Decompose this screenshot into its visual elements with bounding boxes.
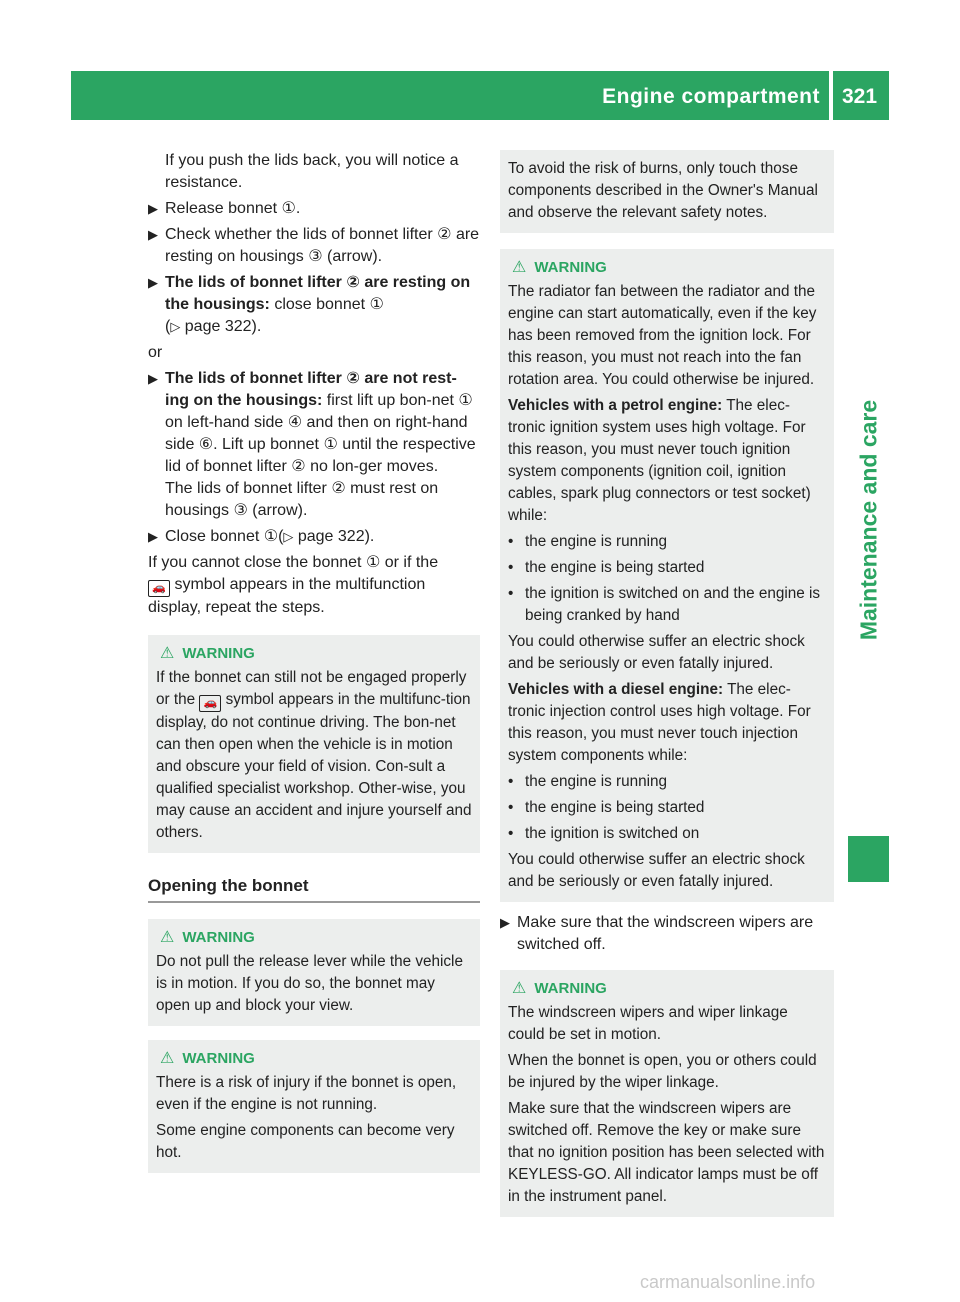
warning-triangle-icon: ⚠ xyxy=(512,980,527,997)
warning-triangle-icon: ⚠ xyxy=(160,1050,175,1067)
list-item: • the engine is running xyxy=(508,771,826,793)
watermark: carmanualsonline.info xyxy=(640,1272,816,1292)
step-arrow-icon: ▶ xyxy=(148,529,158,544)
warning-box-bonnet-engage xyxy=(148,635,480,853)
page-reference[interactable]: page 322). xyxy=(180,318,262,335)
callout-2: ② xyxy=(346,274,360,291)
bullet-icon: • xyxy=(508,585,514,602)
callout-3: ③ xyxy=(308,248,323,265)
list-item: • the engine is being started xyxy=(508,557,826,579)
step-close-bonnet: ▶ Close bonnet ①(▷ page 322). xyxy=(148,526,480,548)
warning-text: If the bonnet can still not be engaged properly or the 🚗 symbol appears in the multifunc-tion display, do not continue driving. The bon-net can then open when the vehicle is in motion and obscure your field of vision. Con-sult a qualified specialist workshop. Other-wise, you may cause an accident and injure yourself and others. xyxy=(156,669,472,841)
intro-text: If you push the lids back, you will notice a resistance. xyxy=(165,152,459,191)
warning-text: The radiator fan between the radiator and the engine can start automatically, even if the key has been removed from the ignition lock. For this reason, you must not reach into the fan rotation area. You could otherwise be injured. xyxy=(508,283,817,388)
page-number: 321 xyxy=(842,85,878,108)
list-item: • the ignition is switched on xyxy=(508,823,826,845)
step-release-bonnet: ▶ Release bonnet ①. xyxy=(148,198,480,220)
callout-2: ② xyxy=(331,480,346,497)
warning-text: You could otherwise suffer an electric shock and be seriously or even fatally injured. xyxy=(508,851,805,890)
callout-1: ① xyxy=(281,200,296,217)
step-arrow-icon: ▶ xyxy=(148,275,158,290)
warning-box-release-lever xyxy=(148,919,480,1026)
note-text: To avoid the risk of burns, only touch those components described in the Owner's Manual and observe the relevant safety notes. xyxy=(508,160,818,221)
right-column xyxy=(500,150,834,1227)
bullet-icon: • xyxy=(508,799,514,816)
callout-1: ① xyxy=(323,436,338,453)
warning-text: There is a risk of injury if the bonnet is open, even if the engine is not running. xyxy=(156,1074,457,1113)
step-lids-not-resting: ▶ The lids of bonnet lifter ② are not rest-ing on the housings: first lift up bon-net ① on left-hand side ④ and then on right-hand side ⑥. Lift up bonnet ① until the respective lid of bonnet lifter ② no lon-ger moves. The lids of bonnet lifter ② must rest on housings ③ (arrow). xyxy=(148,368,480,522)
warning-triangle-icon: ⚠ xyxy=(512,259,527,276)
page-reference[interactable]: page 322). xyxy=(293,528,375,545)
header-separator xyxy=(829,71,833,120)
step-check-lids: ▶ Check whether the lids of bonnet lifter ② are resting on housings ③ (arrow). xyxy=(148,224,480,268)
warning-text: Vehicles with a petrol engine: The elec-tronic ignition system uses high voltage. For this reason, you must never touch ignition system components (ignition coil, ignition cables, spark plug connectors or test socket) while: xyxy=(508,397,811,524)
list-item: • the engine is running xyxy=(508,531,826,553)
warning-text: Some engine components can become very hot. xyxy=(156,1122,455,1161)
bullet-icon: • xyxy=(508,773,514,790)
page-ref-arrow-icon: ▷ xyxy=(170,319,181,334)
warning-text: When the bonnet is open, you or others could be injured by the wiper linkage. xyxy=(508,1052,817,1091)
step-arrow-icon: ▶ xyxy=(148,371,158,386)
callout-3: ③ xyxy=(233,502,248,519)
list-item: • the ignition is switched on and the engine is being cranked by hand xyxy=(508,585,821,624)
warning-heading: ⚠ WARNING xyxy=(512,259,607,276)
warning-text: Make sure that the windscreen wipers are switched off. Remove the key or make sure that no ignition position has been selected with KEYLESS-GO. All indicator lamps must be off in the instrument panel. xyxy=(508,1100,825,1205)
page-ref-arrow-icon: ▷ xyxy=(283,529,294,544)
chapter-marker xyxy=(848,836,889,882)
bullet-icon: • xyxy=(508,825,514,842)
callout-1: ① xyxy=(458,392,473,409)
car-bonnet-icon: 🚗 xyxy=(199,695,221,712)
step-wipers-off: ▶ Make sure that the windscreen wipers are switched off. xyxy=(500,914,814,953)
car-bonnet-icon: 🚗 xyxy=(148,580,170,597)
callout-2: ② xyxy=(437,226,452,243)
callout-1: ① xyxy=(263,528,279,545)
step-arrow-icon: ▶ xyxy=(148,201,158,216)
bullet-icon: • xyxy=(508,559,514,576)
warning-heading: ⚠ WARNING xyxy=(160,645,255,662)
chapter-label: Maintenance and care xyxy=(855,399,882,641)
warning-text: You could otherwise suffer an electric shock and be seriously or even fatally injured. xyxy=(508,633,805,672)
step-lids-resting: ▶ The lids of bonnet lifter ② are resting on the housings: close bonnet ① (▷ page 322). xyxy=(148,274,471,335)
warning-heading: ⚠ WARNING xyxy=(160,929,255,946)
callout-1: ① xyxy=(369,296,384,313)
warning-box-injury-risk xyxy=(148,1040,480,1173)
callout-2: ② xyxy=(291,458,306,475)
callout-2: ② xyxy=(346,370,360,387)
warning-heading: ⚠ WARNING xyxy=(160,1050,255,1067)
or-text: or xyxy=(148,344,163,361)
warning-text: The windscreen wipers and wiper linkage could be set in motion. xyxy=(508,1004,788,1043)
warning-box-radiator-fan xyxy=(500,249,834,902)
step-arrow-icon: ▶ xyxy=(500,915,510,930)
left-column xyxy=(148,150,480,1183)
note-box-burns xyxy=(500,150,834,233)
callout-6: ⑥ xyxy=(198,436,214,453)
warning-box-wipers xyxy=(500,970,834,1217)
warning-triangle-icon: ⚠ xyxy=(160,645,175,662)
bullet-icon: • xyxy=(508,533,514,550)
warning-text: Do not pull the release lever while the vehicle is in motion. If you do so, the bonnet may open up and block your view. xyxy=(156,953,463,1014)
warning-triangle-icon: ⚠ xyxy=(160,929,175,946)
section-title: Opening the bonnet xyxy=(148,875,480,903)
callout-4: ④ xyxy=(287,414,303,431)
page-title: Engine compartment xyxy=(602,85,820,108)
step-arrow-icon: ▶ xyxy=(148,227,158,242)
callout-1: ① xyxy=(365,554,381,571)
closing-text: If you cannot close the bonnet ① or if the 🚗 symbol appears in the multifunction display, repeat the steps. xyxy=(148,554,439,616)
warning-text: Vehicles with a diesel engine: The elec-tronic injection control uses high voltage. For this reason, you must never touch injection system components while: xyxy=(508,681,811,764)
list-item: • the engine is being started xyxy=(508,797,826,819)
warning-heading: ⚠ WARNING xyxy=(512,980,607,997)
